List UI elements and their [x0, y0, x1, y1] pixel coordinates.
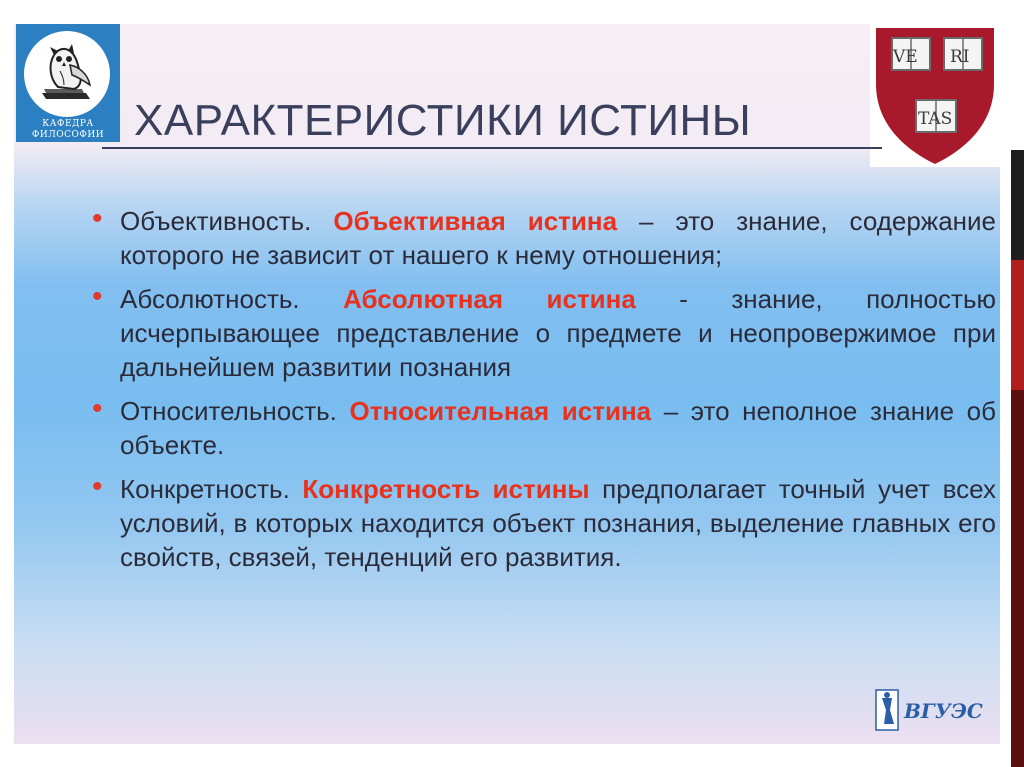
bullet-item-relativity [92, 394, 996, 462]
shield-text-1: VE [893, 47, 918, 67]
slide [14, 24, 1000, 744]
bullet-text: – это неполное знание об объекте. [120, 396, 996, 460]
bullet-term: Конкретность. [120, 474, 290, 504]
bullet-term: Объективность. [120, 206, 312, 236]
university-logo-icon [874, 686, 994, 736]
owl-emblem [24, 31, 110, 117]
bullet-dot-icon: • [92, 470, 103, 503]
bullet-highlight: Относительная истина [349, 396, 652, 426]
bullet-dot-icon: • [92, 280, 103, 313]
bullet-item-absoluteness [92, 282, 996, 384]
bullet-item-objectivity [92, 204, 996, 272]
bullet-text: – это знание, содержание которого не зависит от нашего к нему отношения; [120, 206, 996, 270]
bullet-term: Относительность. [120, 396, 337, 426]
bullet-text: предполагает точный учет всех условий, в которых находится объект познания, выделение главных его свойств, связей, тенденций его развития. [120, 474, 996, 572]
university-logo-text: ВГУЭС [904, 699, 983, 723]
bullet-list [92, 204, 996, 584]
philosophy-department-logo [16, 24, 120, 142]
side-bar-red [1011, 260, 1024, 390]
shield-icon [870, 24, 1000, 167]
veritas-shield-logo [870, 24, 1000, 167]
shield-text-3: TAS [918, 109, 953, 129]
bullet-highlight: Объективная истина [333, 206, 618, 236]
bullet-dot-icon: • [92, 202, 103, 235]
shield-text-2: RI [950, 47, 970, 67]
bullet-text: - знание, полностью исчерпывающее представление о предмете и неопровержимое при дальнейшем развитии познания [120, 284, 996, 382]
bullet-term: Абсолютность. [120, 284, 300, 314]
side-bar-dark [1011, 150, 1024, 260]
logo-caption-line2: ФИЛОСОФИИ [31, 130, 105, 140]
university-logo [874, 686, 994, 736]
decorative-side-bars [1011, 150, 1024, 767]
logo-caption-line1: КАФЕДРА [42, 119, 94, 129]
owl-icon [24, 31, 110, 117]
title-underline [102, 147, 882, 149]
bullet-highlight: Конкретность истины [302, 474, 590, 504]
slide-title: ХАРАКТЕРИСТИКИ ИСТИНЫ [134, 96, 752, 145]
bullet-highlight: Абсолютная истина [343, 284, 636, 314]
side-bar-maroon [1011, 390, 1024, 767]
bullet-item-concreteness [92, 472, 996, 574]
bullet-dot-icon: • [92, 392, 103, 425]
